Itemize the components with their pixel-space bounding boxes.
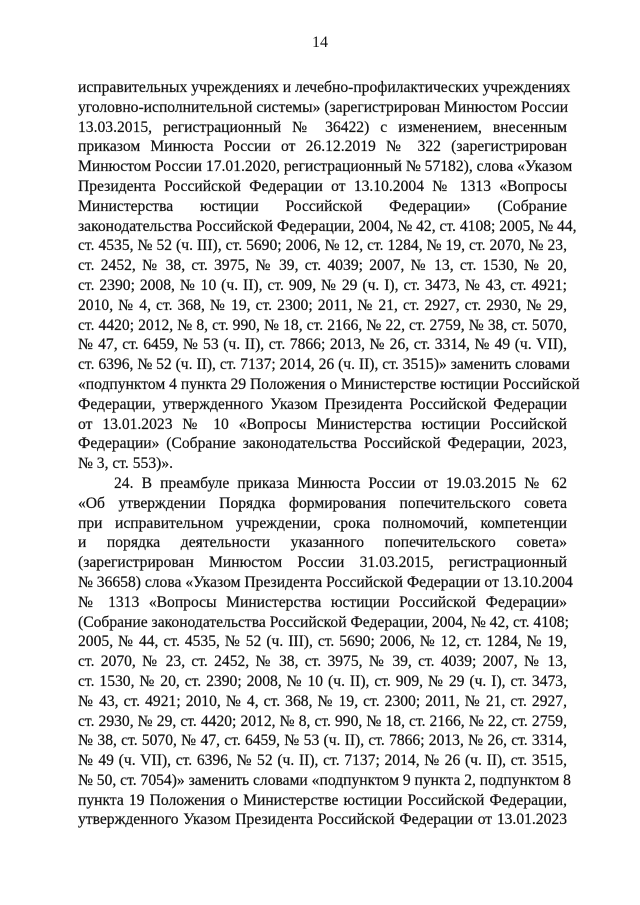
- text-line: № 49 (ч. VII), ст. 6396, № 52 (ч. II), ст. 7137; 2014, № 26 (ч. II), ст. 3515,: [78, 752, 567, 770]
- text-line: ст. 2452, № 38, ст. 3975, № 39, ст. 4039; 2007, № 13, ст. 1530, № 20,: [78, 257, 567, 275]
- text-line: и порядка деятельности указанного попечительского совета»: [78, 534, 567, 552]
- text-line: законодательства Российской Федерации, 2004, № 42, ст. 4108; 2005, № 44,: [78, 217, 577, 235]
- text-line: «подпунктом 4 пункта 29 Положения о Министерстве юстиции Российской: [78, 375, 580, 393]
- text-line: ст. 1530, № 20, ст. 2390; 2008, № 10 (ч. II), ст. 909, № 29 (ч. I), ст. 3473,: [78, 672, 567, 690]
- text-line: 2005, № 44, ст. 4535, № 52 (ч. III), ст. 5690; 2006, № 12, ст. 1284, № 19,: [78, 633, 567, 651]
- text-line: при исправительном учреждении, срока полномочий, компетенции: [78, 514, 567, 532]
- text-line: «Об утверждении Порядка формирования попечительского совета: [78, 494, 567, 512]
- text-line: 13.03.2015, регистрационный № 36422) с изменением, внесенным: [78, 118, 567, 136]
- text-line: № 36658) слова «Указом Президента Российской Федерации от 13.10.2004: [78, 573, 573, 591]
- text-line: № 38, ст. 5070, № 47, ст. 6459, № 53 (ч. II), ст. 7866; 2013, № 26, ст. 3314,: [78, 732, 567, 750]
- text-line: Президента Российской Федерации от 13.10.2004 № 1313 «Вопросы: [78, 177, 567, 195]
- text-line: приказом Минюста России от 26.12.2019 № 322 (зарегистрирован: [78, 138, 567, 156]
- text-line: Федерации» (Собрание законодательства Российской Федерации, 2023,: [78, 435, 567, 453]
- text-line: утвержденного Указом Президента Российской Федерации от 13.01.2023: [78, 811, 567, 829]
- text-line: исправительных учреждениях и лечебно-профилактических учреждениях: [78, 79, 571, 96]
- text-line: № 47, ст. 6459, № 53 (ч. II), ст. 7866; 2013, № 26, ст. 3314, № 49 (ч. VII),: [78, 336, 567, 354]
- text-line: № 3, ст. 553)».: [78, 455, 174, 473]
- text-line: Министерства юстиции Российской Федерации» (Собрание: [78, 197, 567, 215]
- text-line: Федерации, утвержденного Указом Президента Российской Федерации: [78, 395, 567, 413]
- page-number: 14: [312, 34, 328, 51]
- text-line: 24. В преамбуле приказа Минюста России от 19.03.2015 № 62: [114, 474, 567, 492]
- document-body: [78, 78, 580, 830]
- text-line: 2010, № 4, ст. 368, № 19, ст. 2300; 2011, № 21, ст. 2927, ст. 2930, № 29,: [78, 296, 567, 314]
- text-line: № 50, ст. 7054)» заменить словами «подпунктом 9 пункта 2, подпунктом 8: [78, 771, 571, 789]
- text-line: ст. 2390; 2008, № 10 (ч. II), ст. 909, № 29 (ч. I), ст. 3473, № 43, ст. 4921;: [78, 276, 567, 294]
- text-line: пункта 19 Положения о Министерстве юстиции Российской Федерации,: [78, 791, 567, 809]
- text-line: уголовно-исполнительной системы» (зарегистрирован Минюстом России: [78, 98, 569, 116]
- text-line: Минюстом России 17.01.2020, регистрационный № 57182), слова «Указом: [78, 158, 573, 176]
- text-line: ст. 2930, № 29, ст. 4420; 2012, № 8, ст. 990, № 18, ст. 2166, № 22, ст. 2759,: [78, 712, 567, 730]
- text-line: ст. 6396, № 52 (ч. II), ст. 7137; 2014, 26 (ч. II), ст. 3515)» заменить словами: [78, 356, 570, 374]
- text-line: от 13.01.2023 № 10 «Вопросы Министерства юстиции Российской: [78, 415, 567, 433]
- text-line: № 1313 «Вопросы Министерства юстиции Российской Федерации»: [78, 593, 567, 611]
- text-line: (Собрание законодательства Российской Федерации, 2004, № 42, ст. 4108;: [78, 613, 569, 631]
- text-line: (зарегистрирован Минюстом России 31.03.2015, регистрационный: [78, 554, 567, 572]
- text-line: № 43, ст. 4921; 2010, № 4, ст. 368, № 19, ст. 2300; 2011, № 21, ст. 2927,: [78, 692, 567, 710]
- text-line: ст. 2070, № 23, ст. 2452, № 38, ст. 3975, № 39, ст. 4039; 2007, № 13,: [78, 653, 567, 671]
- text-line: ст. 4420; 2012, № 8, ст. 990, № 18, ст. 2166, № 22, ст. 2759, № 38, ст. 5070,: [78, 316, 567, 334]
- text-line: ст. 4535, № 52 (ч. III), ст. 5690; 2006, № 12, ст. 1284, № 19, ст. 2070, № 23,: [78, 237, 567, 255]
